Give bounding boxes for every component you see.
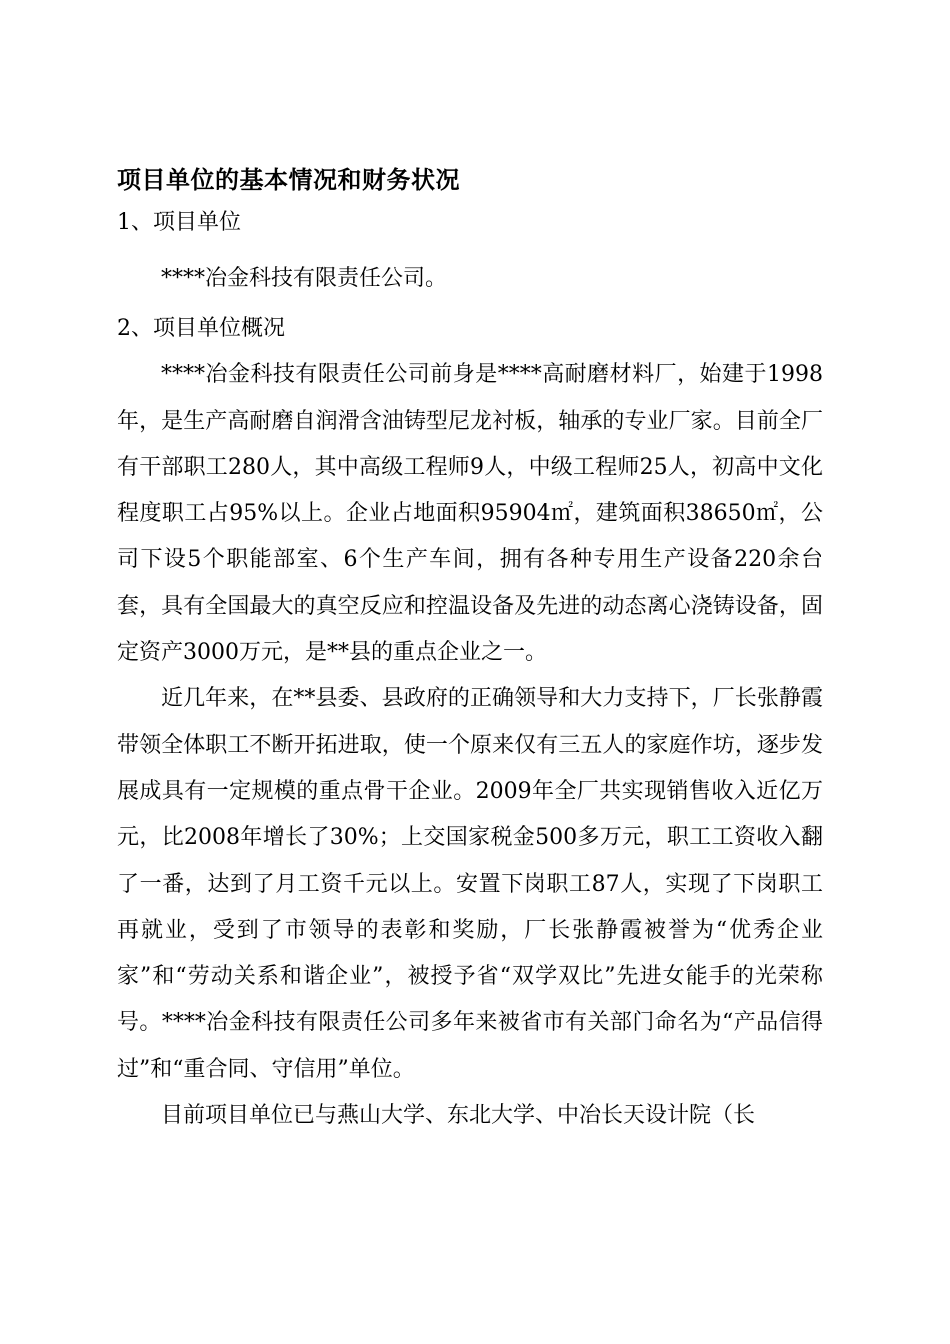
document-title: 项目单位的基本情况和财务状况	[117, 166, 460, 194]
section-heading-unit-overview: 2、项目单位概况	[117, 316, 285, 342]
overview-paragraph-3: 目前项目单位已与燕山大学、东北大学、中冶长天设计院（长	[161, 1103, 756, 1129]
overview-paragraph-1: ****冶金科技有限责任公司前身是****高耐磨材料厂，始建于1998年，是生产高耐磨自润滑含油铸型尼龙衬板，轴承的专业厂家。目前全厂有干部职工280人，其中高级工程师9人，中级工程师25人，初高中文化程度职工占95%以上。企业占地面积95904㎡，建筑面积38650㎡，公司下设5个职能部室、6个生产车间，拥有各种专用生产设备220余台套，具有全国最大的真空反应和控温设备及先进的动态离心浇铸设备，固定资产3000万元，是**县的重点企业之一。	[117, 362, 823, 666]
overview-paragraph-2: 近几年来，在**县委、县政府的正确领导和大力支持下，厂长张静霞带领全体职工不断开拓进取，使一个原来仅有三五人的家庭作坊，逐步发展成具有一定规模的重点骨干企业。2009年全厂共实现销售收入近亿万元，比2008年增长了30%；上交国家税金500多万元，职工工资收入翻了一番，达到了月工资千元以上。安置下岗职工87人，实现了下岗职工再就业，受到了市领导的表彰和奖励，厂长张静霞被誉为“优秀企业家”和“劳动关系和谐企业”，被授予省“双学双比”先进女能手的光荣称号。****冶金科技有限责任公司多年来被省市有关部门命名为“产品信得过”和“重合同、守信用”单位。	[117, 686, 823, 1082]
section-heading-project-unit: 1、项目单位	[117, 210, 241, 235]
document-page	[117, 160, 823, 1139]
project-unit-name: ****冶金科技有限责任公司。	[161, 266, 448, 291]
